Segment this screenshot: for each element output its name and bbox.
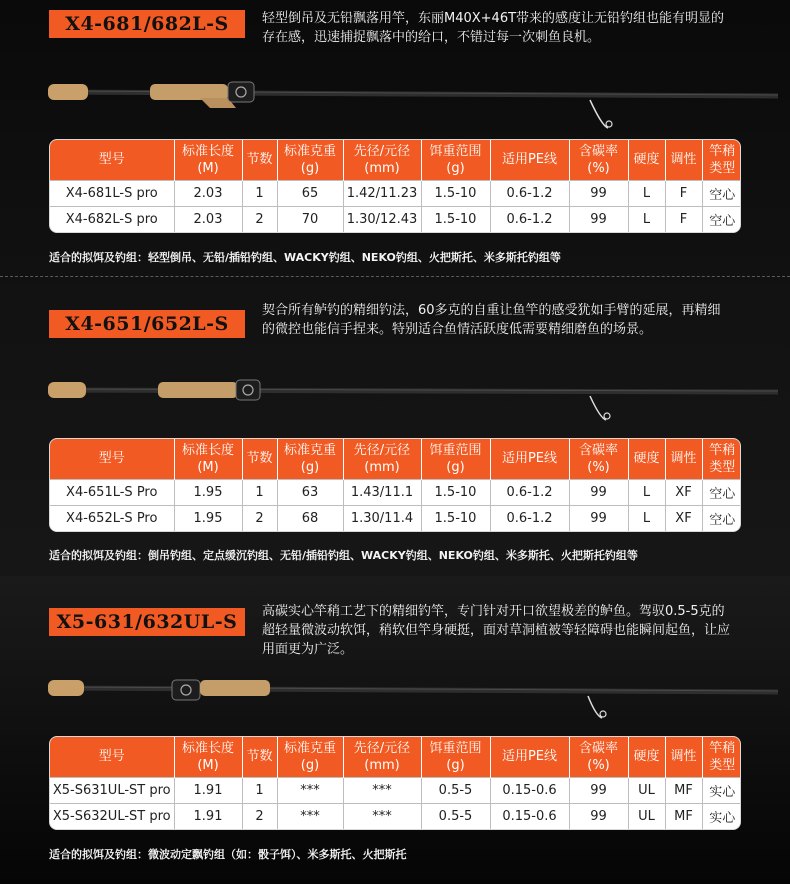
header-length: 标准长度(M): [174, 439, 242, 479]
table-header-row: [50, 439, 741, 479]
cell-model: X5-S632UL-ST pro: [50, 803, 174, 829]
header-hardness: 硬度: [628, 439, 665, 479]
cell-diameter: ***: [343, 803, 421, 829]
cell-sections: 1: [242, 479, 277, 505]
cell-sections: 2: [242, 206, 277, 232]
cell-sections: 1: [242, 777, 277, 803]
cell-carbon: 99: [569, 777, 628, 803]
cell-lure-range: 1.5-10: [421, 180, 490, 206]
cell-pe-line: 0.15-0.6: [490, 803, 569, 829]
header-model: 型号: [50, 439, 174, 479]
cell-diameter: 1.30/11.4: [343, 505, 421, 531]
cell-carbon: 99: [569, 803, 628, 829]
header-weight: 标准克重(g): [277, 439, 343, 479]
header-action: 调性: [665, 737, 702, 777]
cell-sections: 2: [242, 803, 277, 829]
cell-pe-line: 0.6-1.2: [490, 479, 569, 505]
header-action: 调性: [665, 439, 702, 479]
cell-tip-type: 空心: [702, 505, 741, 531]
header-length: 标准长度(M): [174, 140, 242, 180]
suitable-rigs: 适合的拟饵及钓组：倒吊钓组、定点缓沉钓组、无铅/插铅钓组、WACKY钓组、NEKO钓组、米多斯托、火把斯托钓组等: [49, 549, 638, 562]
cell-model: X4-681L-S pro: [50, 180, 174, 206]
cell-weight: 68: [277, 505, 343, 531]
header-length: 标准长度(M): [174, 737, 242, 777]
cell-tip-type: 实心: [702, 777, 741, 803]
cell-length: 1.91: [174, 803, 242, 829]
model-badge: X4-681/682L-S: [49, 10, 245, 38]
product-description: 契合所有鲈钓的精细钓法，60多克的自重让鱼竿的感受犹如手臂的延展，再精细的微控也能信手捏来。特别适合鱼情活跃度低需要精细磨鱼的场景。: [262, 303, 721, 337]
header-action: 调性: [665, 140, 702, 180]
cell-action: MF: [665, 777, 702, 803]
header-carbon: 含碳率(%): [569, 737, 628, 777]
cell-weight: 65: [277, 180, 343, 206]
cell-hardness: L: [628, 505, 665, 531]
cell-action: MF: [665, 803, 702, 829]
cell-pe-line: 0.15-0.6: [490, 777, 569, 803]
cell-action: XF: [665, 505, 702, 531]
suitable-rigs: 适合的拟饵及钓组：轻型倒吊、无铅/插铅钓组、WACKY钓组、NEKO钓组、火把斯托、米多斯托钓组等: [49, 251, 561, 264]
product-section-2: [0, 280, 790, 576]
header-weight: 标准克重(g): [277, 140, 343, 180]
cell-carbon: 99: [569, 479, 628, 505]
header-pe-line: 适用PE线: [490, 140, 569, 180]
header-sections: 节数: [242, 140, 277, 180]
header-diameter: 先径/元径(mm): [343, 737, 421, 777]
cell-model: X4-652L-S Pro: [50, 505, 174, 531]
cell-length: 1.91: [174, 777, 242, 803]
cell-pe-line: 0.6-1.2: [490, 180, 569, 206]
header-sections: 节数: [242, 737, 277, 777]
header-weight: 标准克重(g): [277, 737, 343, 777]
cell-lure-range: 1.5-10: [421, 505, 490, 531]
cell-action: F: [665, 180, 702, 206]
product-description: 轻型倒吊及无铅飘落用竿，东丽M40X+46T带来的感度让无铅钓组也能有明显的存在感，迅速捕捉飘落中的给口，不错过每一次刺鱼良机。: [262, 11, 725, 45]
cell-action: XF: [665, 479, 702, 505]
model-badge: X5-631/632UL-S: [49, 608, 245, 636]
cell-carbon: 99: [569, 180, 628, 206]
header-carbon: 含碳率(%): [569, 140, 628, 180]
model-badge: X4-651/652L-S: [49, 310, 245, 338]
header-model: 型号: [50, 737, 174, 777]
header-diameter: 先径/元径(mm): [343, 140, 421, 180]
product-section-3: [0, 576, 790, 884]
cell-lure-range: 0.5-5: [421, 777, 490, 803]
spec-table: [49, 139, 741, 233]
header-carbon: 含碳率(%): [569, 439, 628, 479]
cell-length: 1.95: [174, 505, 242, 531]
section-divider: [0, 276, 790, 277]
header-pe-line: 适用PE线: [490, 439, 569, 479]
cell-model: X5-S631UL-ST pro: [50, 777, 174, 803]
cell-tip-type: 空心: [702, 206, 741, 232]
cell-weight: 63: [277, 479, 343, 505]
cell-tip-type: 空心: [702, 479, 741, 505]
header-model: 型号: [50, 140, 174, 180]
header-lure-range: 饵重范围(g): [421, 737, 490, 777]
cell-diameter: 1.43/11.1: [343, 479, 421, 505]
cell-pe-line: 0.6-1.2: [490, 206, 569, 232]
cell-hardness: UL: [628, 777, 665, 803]
cell-diameter: ***: [343, 777, 421, 803]
header-sections: 节数: [242, 439, 277, 479]
table-row: [50, 479, 741, 505]
product-section-1: [0, 0, 790, 280]
fishing-rod-image: [40, 672, 780, 732]
table-header-row: [50, 737, 741, 777]
fishing-rod-image: [40, 70, 780, 130]
header-hardness: 硬度: [628, 140, 665, 180]
header-lure-range: 饵重范围(g): [421, 140, 490, 180]
spec-table: [49, 438, 741, 532]
header-tip-type: 竿稍类型: [702, 140, 741, 180]
cell-length: 1.95: [174, 479, 242, 505]
cell-hardness: L: [628, 479, 665, 505]
header-pe-line: 适用PE线: [490, 737, 569, 777]
header-diameter: 先径/元径(mm): [343, 439, 421, 479]
product-description: 高碳实心竿稍工艺下的精细钓竿，专门针对开口欲望极差的鲈鱼。驾驭0.5-5克的超轻量微波动软饵，稍软但竿身硬挺，面对草洞植被等轻障碍也能瞬间起鱼，让应用面更为广泛。: [262, 604, 731, 657]
cell-carbon: 99: [569, 505, 628, 531]
cell-diameter: 1.42/11.23: [343, 180, 421, 206]
table-row: [50, 505, 741, 531]
cell-model: X4-682L-S pro: [50, 206, 174, 232]
cell-lure-range: 1.5-10: [421, 479, 490, 505]
cell-model: X4-651L-S Pro: [50, 479, 174, 505]
cell-pe-line: 0.6-1.2: [490, 505, 569, 531]
cell-weight: ***: [277, 777, 343, 803]
cell-lure-range: 0.5-5: [421, 803, 490, 829]
cell-lure-range: 1.5-10: [421, 206, 490, 232]
header-lure-range: 饵重范围(g): [421, 439, 490, 479]
cell-hardness: L: [628, 206, 665, 232]
header-hardness: 硬度: [628, 737, 665, 777]
suitable-rigs: 适合的拟饵及钓组：微波动定飘钓组（如：骰子饵）、米多斯托、火把斯托: [49, 848, 407, 861]
cell-action: F: [665, 206, 702, 232]
header-tip-type: 竿稍类型: [702, 439, 741, 479]
table-header-row: [50, 140, 741, 180]
cell-weight: 70: [277, 206, 343, 232]
spec-table: [49, 736, 741, 830]
cell-sections: 1: [242, 180, 277, 206]
cell-tip-type: 实心: [702, 803, 741, 829]
table-row: [50, 777, 741, 803]
header-tip-type: 竿稍类型: [702, 737, 741, 777]
cell-hardness: L: [628, 180, 665, 206]
table-row: [50, 180, 741, 206]
fishing-rod-image: [40, 370, 780, 430]
cell-length: 2.03: [174, 180, 242, 206]
table-row: [50, 803, 741, 829]
cell-tip-type: 空心: [702, 180, 741, 206]
cell-carbon: 99: [569, 206, 628, 232]
cell-diameter: 1.30/12.43: [343, 206, 421, 232]
table-row: [50, 206, 741, 232]
cell-sections: 2: [242, 505, 277, 531]
cell-length: 2.03: [174, 206, 242, 232]
cell-hardness: UL: [628, 803, 665, 829]
cell-weight: ***: [277, 803, 343, 829]
